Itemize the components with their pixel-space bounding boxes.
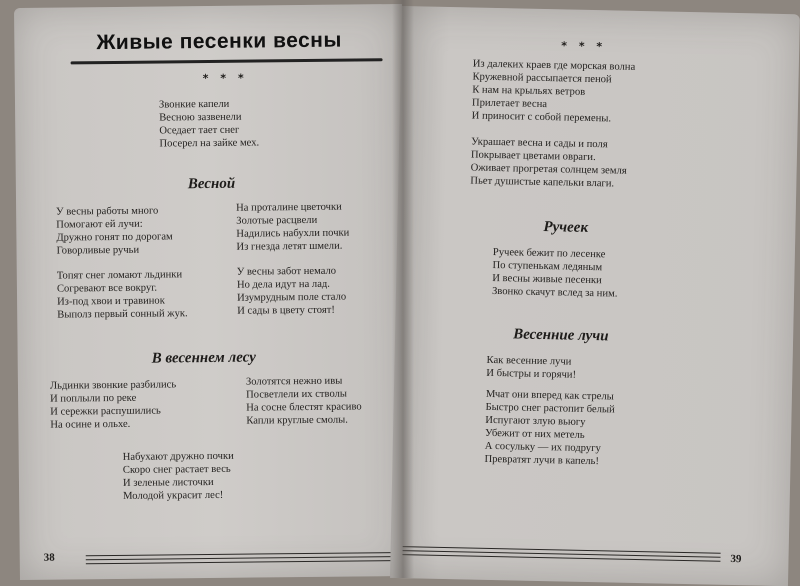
page-title: Живые песенки весны [96, 28, 342, 55]
poem-vesnoy-col2a [236, 201, 349, 254]
title-underline [71, 58, 383, 64]
poem-line: На сосне блестят красиво [246, 401, 362, 414]
left-page [14, 4, 408, 580]
poem-line: И быстры и горячи! [486, 367, 577, 381]
poem-line: Ручеек бежит по лесенке [492, 246, 606, 261]
poem-line: Дружно гонят по дорогам [56, 231, 173, 244]
poem-line: Молодой украсит лес! [123, 489, 224, 502]
poem-vesnoy-col2b [237, 265, 347, 318]
intro-poem [159, 97, 259, 150]
poem-ruchеek [492, 246, 618, 301]
poem-luchi-b [484, 388, 615, 469]
poem-line: Испугают злую вьюгу [485, 414, 586, 428]
poem-heading-vesennie-luchi: Весенние лучи [512, 326, 609, 345]
poem-line: Согревают все вокруг. [56, 282, 158, 295]
poem-line: Звонкие капели [158, 98, 230, 111]
poem-line: Прилетает весна [471, 97, 548, 111]
poem-ukrashaet-vesna [470, 135, 627, 190]
poem-luchi-a [486, 354, 576, 382]
book-gutter [392, 0, 414, 578]
poem-line: И приносит с собой перемены. [471, 110, 612, 125]
poem-heading-vesnoy: Весной [187, 175, 236, 193]
poem-line: Золотятся нежно ивы [245, 375, 343, 388]
poem-line: Покрывает цветами овраги. [470, 149, 596, 164]
poem-line: И поплыли по реке [50, 392, 137, 405]
poem-line: На проталине цветочки [236, 201, 342, 214]
poem-line: Звонко скачут вслед за ним. [491, 285, 618, 300]
poem-line: Пьет душистые капельки влаги. [470, 175, 615, 190]
page-number-left: 38 [43, 551, 55, 564]
poem-line: Из-под хвои и травинок [57, 295, 165, 308]
poem-line: Превратят лучи в капель! [484, 453, 600, 468]
poem-line: А сосульку — их подругу [484, 440, 601, 455]
poem-line: И сады в цвету стоят! [237, 304, 335, 317]
poem-line: Из гнезда летят шмели. [236, 240, 343, 253]
poem-line: Набухают дружно почки [122, 450, 234, 463]
poem-line: У весны забот немало [236, 265, 337, 278]
poem-line: Оседает тает снег [159, 124, 240, 137]
poem-line: И весны живые песенки [492, 272, 602, 287]
poem-line: Льдинки звонкие разбились [49, 379, 177, 392]
poem-line: Капли круглые смолы. [246, 414, 348, 427]
poem-line: Убежит от них метель [484, 427, 585, 441]
stars-separator: * * * [202, 71, 248, 86]
poem-line: Золотые расцвели [236, 214, 318, 227]
poem-heading-v-vesennem-lesu: В весеннем лесу [151, 349, 256, 367]
poem-line: Украшает весна и сады и поля [471, 136, 608, 151]
poem-line: Посерел на зайке мех. [159, 137, 260, 150]
poem-heading-ruchеek: Ручеек [543, 219, 589, 236]
poem-line: Изумрудным поле стало [237, 291, 347, 304]
poem-line: Мчат они вперед как стрелы [485, 388, 614, 403]
poem-lesu-col2 [246, 374, 362, 427]
page-number-right: 39 [730, 553, 742, 566]
poem-line: Выполз первый сонный жук. [57, 308, 188, 321]
poem-line: У весны работы много [56, 205, 159, 218]
poem-line: Посветлели их стволы [246, 388, 348, 401]
right-page [390, 6, 800, 586]
poem-line: Кружевной рассыпается пеной [472, 71, 612, 86]
poem-line: Скоро снег растает весь [122, 463, 231, 476]
poem-line: И зеленые листочки [122, 476, 214, 489]
poem-lesu-col1 [50, 378, 177, 431]
poem-line: К нам на крыльях ветров [472, 84, 586, 98]
poem-morskaya-volna [472, 57, 636, 125]
poem-line: Помогают ей лучи: [56, 218, 143, 231]
poem-line: Из далеких краев где морская волна [472, 58, 636, 73]
poem-line: Весною зазвенели [159, 111, 242, 124]
stars-separator: * * * [561, 39, 607, 54]
poem-line: Но дела идут на лад. [236, 278, 330, 291]
poem-line: Топят снег ломают льдинки [56, 269, 183, 282]
footer-rule [86, 560, 406, 564]
poem-line: Оживает прогретая солнцем земля [470, 162, 627, 177]
poem-line: И сережки распушились [50, 405, 161, 418]
poem-line: На осине и ольхе. [50, 418, 131, 431]
poem-vesnoy-col1b [57, 268, 188, 321]
poem-line: Надились набухли почки [236, 227, 350, 240]
poem-vesnoy-col1a [56, 204, 173, 257]
poem-lesu-tail [123, 450, 235, 503]
poem-line: Как весенние лучи [486, 354, 572, 368]
poem-line: Говорливые ручьи [56, 244, 140, 257]
poem-line: По ступенькам ледяным [492, 259, 603, 274]
poem-line: Быстро снег растопит белый [485, 401, 615, 416]
